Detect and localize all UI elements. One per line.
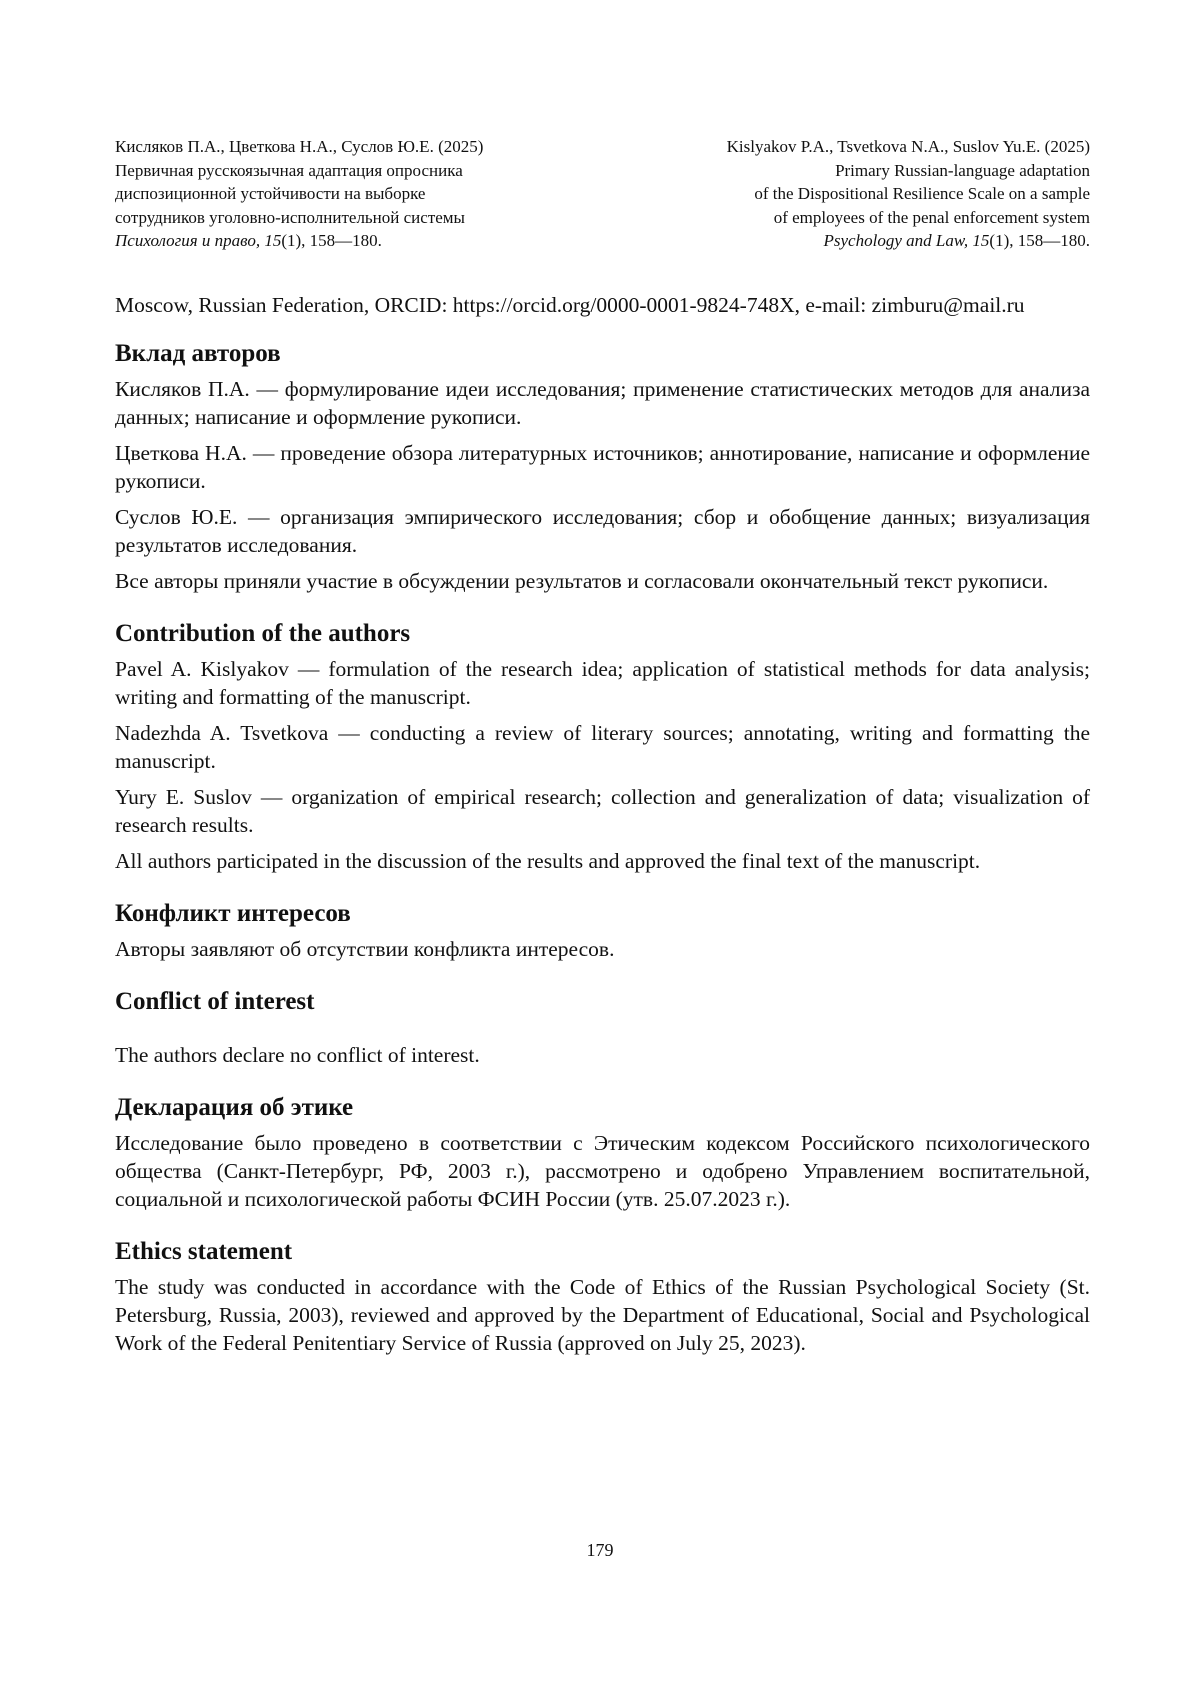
header-title-en-line: of the Dispositional Resilience Scale on a sample — [754, 184, 1090, 203]
paragraph-contrib-en: Yury E. Suslov — organization of empirical research; collection and generalization of data; visualization of research results. — [115, 784, 1090, 837]
paragraph-contrib-ru: Цветкова Н.А. — проведение обзора литературных источников; аннотирование, написание и оформление рукописи. — [115, 440, 1090, 493]
header-title-ru-line: диспозиционной устойчивости на выборке — [115, 184, 426, 203]
paragraph-coi-ru: Авторы заявляют об отсутствии конфликта интересов. — [115, 936, 615, 961]
author-affiliation: Moscow, Russian Federation, ORCID: https://orcid.org/0000-0001-9824-748X, e-mail: zimburu@mail.ru — [115, 292, 1025, 317]
paragraph-contrib-en: Nadezhda A. Tsvetkova — conducting a review of literary sources; annotating, writing and formatting the manuscript. — [115, 720, 1090, 773]
journal-name-ru: Психология и право, 15 — [115, 231, 282, 250]
paragraph-ethics-en: The study was conducted in accordance with the Code of Ethics of the Russian Psychological Society (St. Petersburg, Russia, 2003), reviewed and approved by the Department of Educational, Social and Psychological Work of the Federal Penitentiary Service of Russia (approved on July 25, 2023). — [115, 1274, 1090, 1355]
header-title-ru-line: сотрудников уголовно-исполнительной системы — [115, 207, 465, 227]
heading-contrib-ru: Вклад авторов — [115, 339, 281, 367]
header-title-en-line: of employees of the penal enforcement system — [773, 207, 1090, 227]
header-citation-en: Kislyakov P.A., Tsvetkova N.A., Suslov Yu.E. (2025) — [726, 137, 1090, 156]
paragraph-ethics-ru: Исследование было проведено в соответствии с Этическим кодексом Российского психологического общества (Санкт-Петербург, РФ, 2003 г.), рассмотрено и одобрено Управлением воспитательной, социальной и психологической работы ФСИН России (утв. 25.07.2023 г.). — [115, 1130, 1090, 1211]
header-citation-ru: Кисляков П.А., Цветкова Н.А., Суслов Ю.Е. (2025) — [115, 137, 484, 156]
journal-issue-ru: (1), 158—180. — [281, 231, 382, 250]
running-header — [115, 135, 1090, 253]
paragraph-contrib-ru: Все авторы приняли участие в обсуждении результатов и согласовали окончательный текст рукописи. — [115, 568, 1049, 593]
header-right-en — [727, 135, 1090, 253]
heading-contrib-en: Contribution of the authors — [115, 619, 411, 647]
paragraph-coi-en: The authors declare no conflict of interest. — [115, 1042, 480, 1067]
journal-issue-en: (1), 158—180. — [989, 231, 1090, 250]
heading-ethics-ru: Декларация об этике — [115, 1093, 354, 1121]
paragraph-contrib-en: All authors participated in the discussion of the results and approved the final text of the manuscript. — [115, 848, 981, 873]
header-title-en-line: Primary Russian-language adaptation — [835, 160, 1090, 180]
heading-ethics-en: Ethics statement — [115, 1237, 293, 1265]
page-number: 179 — [586, 1540, 614, 1560]
heading-coi-ru: Конфликт интересов — [115, 899, 351, 927]
body-text — [115, 291, 1090, 1357]
paragraph-contrib-ru: Суслов Ю.Е. — организация эмпирического исследования; сбор и обобщение данных; визуализация результатов исследования. — [115, 504, 1090, 557]
document-page — [115, 135, 1090, 1365]
heading-coi-en: Conflict of interest — [115, 987, 315, 1015]
header-journal-en — [727, 229, 1090, 253]
header-journal-ru — [115, 229, 483, 253]
journal-name-en: Psychology and Law, 15 — [823, 231, 990, 250]
paragraph-contrib-en: Pavel A. Kislyakov — formulation of the research idea; application of statistical methods for data analysis; writing and formatting of the manuscript. — [115, 656, 1090, 709]
header-left-ru — [115, 135, 483, 253]
header-title-ru-line: Первичная русскоязычная адаптация опросника — [115, 160, 463, 180]
paragraph-contrib-ru: Кисляков П.А. — формулирование идеи исследования; применение статистических методов для анализа данных; написание и оформление рукописи. — [115, 376, 1090, 429]
